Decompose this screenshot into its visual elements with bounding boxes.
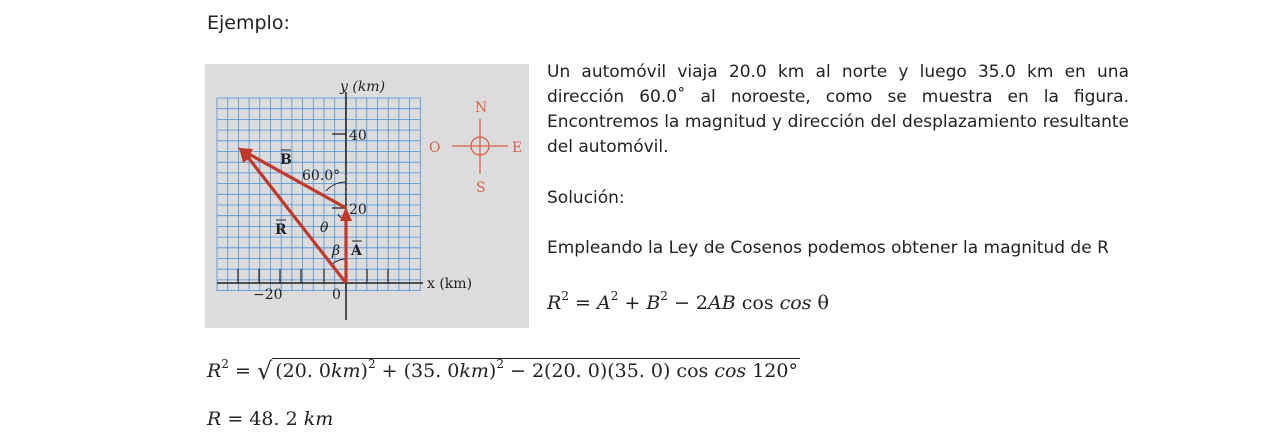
eq1-ab: AB xyxy=(708,292,736,314)
result-equation xyxy=(207,408,333,430)
eq2-exp2: 2 xyxy=(496,357,504,371)
eq1-plus: + xyxy=(618,292,647,314)
compass-west: O xyxy=(429,140,441,156)
vector-label-A: A xyxy=(351,243,362,259)
y-axis-label: y (km) xyxy=(340,79,386,95)
law-of-cosines-equation xyxy=(547,289,829,314)
example-heading: Ejemplo: xyxy=(207,12,290,34)
vector-label-B: B xyxy=(280,152,292,168)
eq3-lhs: R xyxy=(207,408,222,430)
eq1-b: B xyxy=(646,292,661,314)
eq1-exp-b: 2 xyxy=(660,289,668,303)
x-axis-label: x (km) xyxy=(427,276,473,292)
tick-label-20: 20 xyxy=(349,202,367,218)
eq2-term1-close: ) xyxy=(360,360,368,382)
radical-sign: √ xyxy=(256,357,273,385)
eq2-km2: km xyxy=(459,360,489,382)
theta-label: θ xyxy=(320,220,329,236)
eq1-a: A xyxy=(596,292,611,314)
solution-label: Solución: xyxy=(547,188,625,208)
eq2-km1: km xyxy=(331,360,361,382)
compass-north: N xyxy=(475,100,488,116)
eq2-lhs: R xyxy=(207,360,222,382)
eq2-term2-close: ) xyxy=(488,360,497,382)
problem-statement: Un automóvil viaja 20.0 km al norte y luego 35.0 km en una dirección 60.0˚ al noroeste, como se muestra en la figura. Encontremos la magnitud y dirección del desplazamiento resultante del automóvil. xyxy=(547,62,1129,157)
eq2-plus: + xyxy=(375,360,404,382)
eq1-exp: 2 xyxy=(561,289,569,303)
eq2-equals: = xyxy=(228,360,257,382)
tick-label-40: 40 xyxy=(349,128,367,144)
eq1-theta: θ xyxy=(811,292,829,314)
compass-rose xyxy=(452,119,508,174)
compass-east: E xyxy=(512,140,523,156)
vector-diagram xyxy=(205,64,529,328)
substitution-equation xyxy=(207,355,800,383)
angle-label-60: 60.0° xyxy=(302,168,341,184)
eq3-unit: km xyxy=(303,408,334,430)
eq2-term2: (35. 0 xyxy=(403,360,460,382)
square-root xyxy=(257,355,800,383)
eq3-value: = 48. 2 xyxy=(221,408,304,430)
compass-south: S xyxy=(476,180,486,196)
tick-label-0: 0 xyxy=(332,287,341,303)
tick-label-neg20: −20 xyxy=(253,287,283,303)
angle-arc-beta xyxy=(332,259,346,264)
vector-figure xyxy=(205,64,529,328)
eq2-exp: 2 xyxy=(221,357,229,371)
eq1-equals: = xyxy=(568,292,597,314)
radicand xyxy=(272,358,800,383)
eq1-cos: cos xyxy=(735,292,780,314)
eq1-lhs: R xyxy=(547,292,562,314)
eq2-term1: (20. 0 xyxy=(275,360,332,382)
vector-label-R: R xyxy=(275,222,287,238)
method-description: Empleando la Ley de Cosenos podemos obtener la magnitud de R xyxy=(547,238,1109,258)
eq1-minus: − 2 xyxy=(667,292,709,314)
eq1-exp-a: 2 xyxy=(610,289,619,303)
eq2-angle: 120° xyxy=(746,360,798,382)
eq2-exp1: 2 xyxy=(367,357,376,371)
beta-label: β xyxy=(332,243,341,259)
eq2-rest: − 2(20. 0)(35. 0) cos xyxy=(503,360,715,382)
eq1-cos-italic: cos xyxy=(779,292,812,314)
eq2-cos-italic: cos xyxy=(714,360,747,382)
